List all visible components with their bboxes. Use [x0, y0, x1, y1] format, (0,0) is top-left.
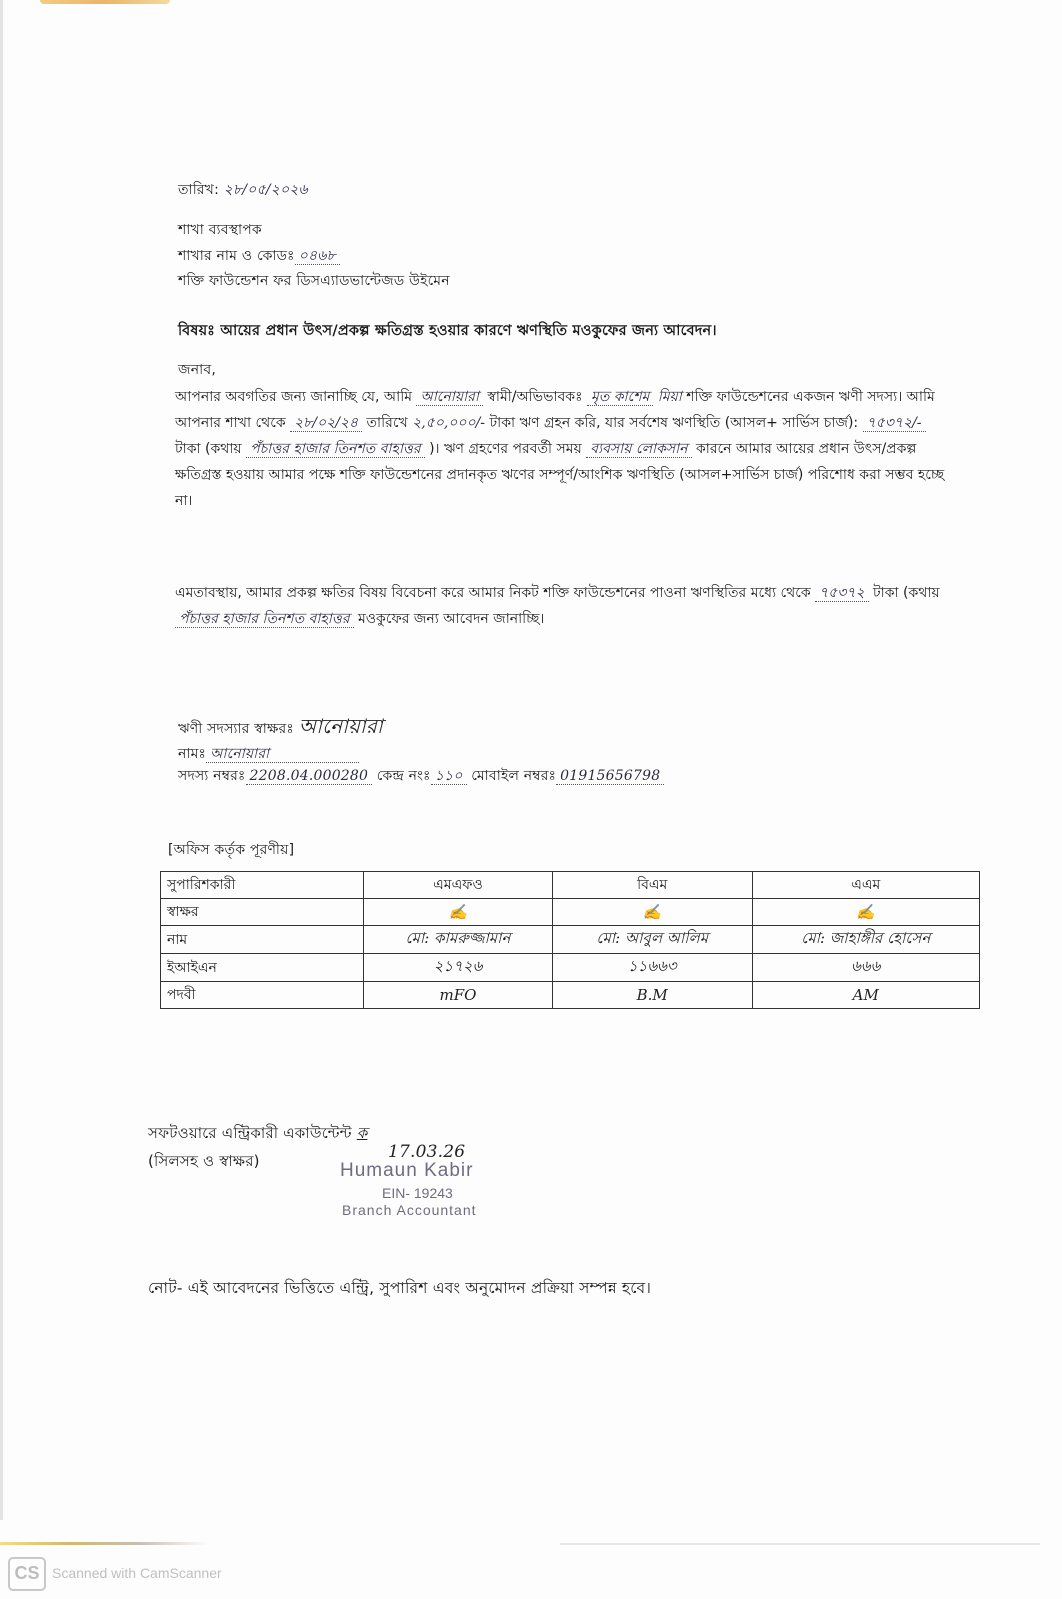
- table-cell: মো: আবুল আলিম: [552, 926, 752, 954]
- table-row: [161, 982, 980, 1009]
- guardian-field: মৃত কাশেম: [587, 389, 653, 406]
- table-cell: AM: [752, 982, 979, 1009]
- header-cell: এমএফও: [364, 872, 553, 899]
- scan-edge-left: [0, 0, 3, 1520]
- scan-edge-bottom: [0, 1542, 210, 1545]
- center-no-label: কেন্দ্র নংঃ: [376, 768, 431, 784]
- name-label: নামঃ: [178, 746, 207, 762]
- branch-code: ০৪৬৮: [295, 248, 340, 265]
- header-cell: বিএম: [552, 872, 752, 899]
- p1-text-a: আপনার অবগতির জন্য জানাচ্ছি যে, আমি: [175, 389, 413, 405]
- center-no-field: ১১০: [431, 768, 467, 785]
- loan-amount-field: ২,৫০,০০০/-: [412, 415, 486, 431]
- footer-note: নোট- এই আবেদনের ভিত্তিতে এন্ট্রি, সুপারিশ এবং অনুমোদন প্রক্রিয়া সম্পন্ন হবে।: [148, 1279, 652, 1297]
- p1-text-e: টাকা ঋণ গ্রহন করি, যার সর্বশেষ ঋণস্থিতি (আসল+ সার্ভিস চার্জ):: [489, 415, 859, 431]
- row-label: ইআইএন: [161, 954, 364, 982]
- p1-text-c: শক্তি ফাউন্ডেশনের একজন ঋণী সদস্য। আমি আপনার শাখা থেকে: [175, 389, 935, 431]
- signature-cell: ✍: [364, 899, 553, 926]
- org-name: শক্তি ফাউন্ডেশন ফর ডিসএ্যাডভান্টেজড উইমেন: [178, 273, 450, 289]
- p2-text-a: এমতাবস্থায়, আমার প্রকল্প ক্ষতির বিষয় বিবেচনা করে আমার নিকট শক্তি ফাউন্ডেশনের পাওনা ঋণস্থিতির মধ্যে থেকে: [175, 585, 811, 601]
- accountant-signature: ক: [356, 1124, 368, 1142]
- salutation: জনাব,: [178, 362, 216, 378]
- guardian-field-cont: মিয়া: [657, 389, 682, 405]
- member-no-label: সদস্য নম্বরঃ: [178, 768, 246, 784]
- office-recommendation-table: [160, 871, 980, 1009]
- table-row: [161, 899, 980, 926]
- table-row: [161, 954, 980, 982]
- p1-text-h: কারনে আমার আয়ের প্রধান উৎস/প্রকল্প ক্ষতিগ্রস্ত হওয়ায় আমার পক্ষে শক্তি ফাউন্ডেশনের প্রদানকৃত ঋণের সম্পূর্ণ/আংশিক ঋণস্থিতি (আসল+সার্ভিস চার্জ) পরিশোধ করা সম্ভব হচ্ছে না।: [175, 441, 945, 509]
- accountant-sign-date: 17.03.26: [388, 1142, 466, 1162]
- header-cell: সুপারিশকারী: [161, 872, 364, 899]
- signature-cell: ✍: [752, 899, 979, 926]
- mobile-field: 01915656798: [556, 768, 664, 785]
- signature-label: ঋণী সদস্যার স্বাক্ষরঃ: [178, 721, 294, 737]
- branch-label: শাখার নাম ও কোডঃ: [178, 248, 295, 264]
- body-paragraph-1: [175, 384, 955, 514]
- recipient-line: শাখা ব্যবস্থাপক: [178, 222, 262, 238]
- camscanner-watermark: Scanned with CamScanner: [52, 1565, 222, 1581]
- scan-edge-bottom-right: [560, 1543, 1040, 1545]
- stamp-title: Branch Accountant: [342, 1202, 477, 1218]
- p1-text-f: টাকা (কথায়: [175, 441, 242, 457]
- reason-field: ব্যবসায় লোকসান: [586, 441, 691, 458]
- body-paragraph-2: [175, 580, 955, 632]
- accountant-line: [148, 1122, 367, 1147]
- date-label: তারিখ:: [178, 182, 219, 198]
- applicant-name-line: [178, 742, 359, 766]
- waiver-words-field: পঁচাত্তর হাজার তিনশত বাহাত্তর: [175, 611, 354, 628]
- branch-line: [178, 244, 340, 268]
- balance-field: ৭৫৩৭২/-: [863, 415, 926, 432]
- date-value: ২৮/০৫/২০২৬: [223, 182, 308, 198]
- table-cell: ২১৭২৬: [364, 954, 553, 982]
- accountant-label: সফটওয়ারে এন্ট্রিকারী একাউন্টেন্ট: [148, 1124, 352, 1142]
- p2-text-b: টাকা (কথায়: [873, 585, 940, 601]
- table-row: [161, 926, 980, 954]
- office-section-title: [অফিস কর্তৃক পূরণীয়]: [168, 842, 295, 858]
- applicant-signature-line: [178, 712, 383, 745]
- p2-text-c: মওকুফের জন্য আবেদন জানাচ্ছি।: [357, 611, 545, 627]
- member-no-field: 2208.04.000280: [246, 768, 373, 785]
- p1-text-b: স্বামী/অভিভাবকঃ: [487, 389, 583, 405]
- row-label: স্বাক্ষর: [161, 899, 364, 926]
- table-cell: ৬৬৬: [752, 954, 979, 982]
- table-cell: B.M: [552, 982, 752, 1009]
- balance-words-field: পঁচাত্তর হাজার তিনশত বাহাত্তর: [246, 441, 425, 458]
- table-header-row: [161, 872, 980, 899]
- mobile-label: মোবাইল নম্বরঃ: [471, 768, 557, 784]
- subject-line: বিষয়ঃ আয়ের প্রধান উৎস/প্রকল্প ক্ষতিগ্রস্ত হওয়ার কারণে ঋণস্থিতি মওকুফের জন্য আবেদন।: [178, 323, 717, 339]
- signature-cell: ✍: [552, 899, 752, 926]
- applicant-numbers-line: [178, 764, 664, 788]
- table-cell: mFO: [364, 982, 553, 1009]
- table-cell: মো: কামরুজ্জামান: [364, 926, 553, 954]
- accountant-seal-label: (সিলসহ ও স্বাক্ষর): [148, 1152, 260, 1170]
- row-label: নাম: [161, 926, 364, 954]
- loan-date-field: ২৮/০২/২৪: [290, 415, 362, 432]
- waiver-amount-field: ৭৫৩৭২: [815, 585, 869, 602]
- applicant-signature: আনোয়ারা: [298, 714, 383, 738]
- member-name-field: আনোয়ারা: [416, 389, 482, 406]
- date-line: [178, 178, 308, 202]
- stamp-ein: EIN- 19243: [382, 1185, 453, 1201]
- scan-edge-top: [40, 0, 170, 4]
- table-cell: ১১৬৬৩: [552, 954, 752, 982]
- row-label: পদবী: [161, 982, 364, 1009]
- p1-text-g: )। ঋণ গ্রহণের পরবর্তী সময়: [429, 441, 582, 457]
- camscanner-logo-icon: CS: [8, 1557, 46, 1591]
- p1-text-d: তারিখে: [366, 415, 408, 431]
- header-cell: এএম: [752, 872, 979, 899]
- stamp-name: Humaun Kabir: [340, 1160, 474, 1181]
- table-cell: মো: জাহাঙ্গীর হোসেন: [752, 926, 979, 954]
- applicant-name-field: আনোয়ারা: [206, 746, 359, 763]
